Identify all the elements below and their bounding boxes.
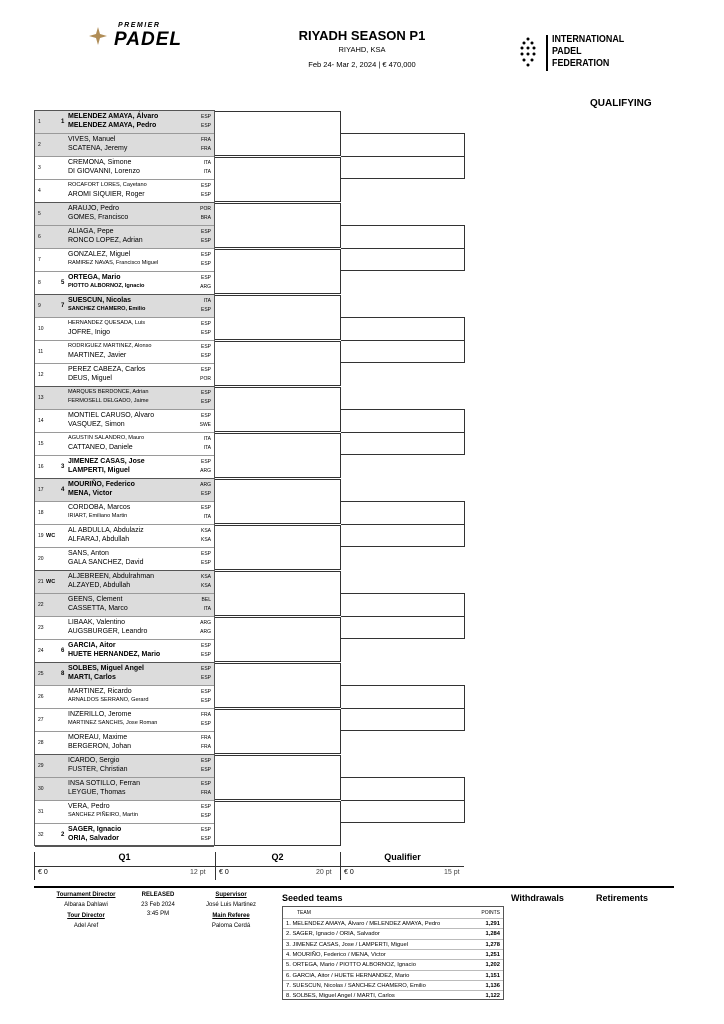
seed-number: 6 — [61, 648, 65, 654]
draw-position: 30 — [38, 786, 44, 792]
released-date: 23 Feb 2024 — [141, 902, 175, 908]
draw-entry-row — [35, 364, 214, 387]
player2-name: MENA, Victor — [68, 490, 113, 497]
draw-position: 8 — [38, 280, 41, 286]
seed-number: 1 — [61, 119, 65, 125]
player2-name: MARTINEZ, Javier — [68, 352, 127, 359]
player2-name: ORIA, Salvador — [68, 835, 119, 842]
player2-nation: ARG — [200, 468, 211, 474]
player1-name: MARTINEZ, Ricardo — [68, 688, 132, 695]
player2-nation: ARG — [200, 284, 211, 290]
footer-divider — [34, 886, 674, 888]
draw-entry-row — [35, 824, 214, 847]
draw-entry-row — [35, 525, 214, 548]
tour-director-label: Tour Director — [67, 913, 105, 919]
player1-name: MONTIEL CARUSO, Alvaro — [68, 412, 155, 419]
player2-nation: ESP — [200, 307, 211, 313]
player1-name: MOURIÑO, Federico — [68, 481, 135, 488]
ipf-line2: PADEL — [552, 45, 582, 57]
player1-nation: FRA — [201, 712, 211, 718]
draw-entry-row — [35, 433, 214, 456]
wildcard-badge: WC — [46, 533, 56, 539]
q1-match-bracket — [215, 111, 341, 156]
player1-name: SANS, Anton — [68, 550, 109, 557]
player1-name: GARCIA, Aitor — [68, 642, 116, 649]
player1-name: PEREZ CABEZA, Carlos — [68, 366, 146, 373]
q1-match-bracket — [215, 341, 341, 386]
ipf-logo — [516, 33, 636, 75]
draw-position: 7 — [38, 257, 41, 263]
player2-nation: ESP — [200, 836, 211, 842]
tournament-director-label: Tournament Director — [56, 892, 116, 898]
player1-nation: ESP — [200, 413, 211, 419]
seeded-team-row — [283, 990, 503, 1001]
player1-nation: ESP — [200, 114, 211, 120]
seed-number: 7 — [61, 303, 65, 309]
player2-name: FERMOSELL DELGADO, Jaime — [68, 398, 149, 404]
player2-nation: ARG — [200, 629, 211, 635]
player2-nation: KSA — [200, 537, 211, 543]
draw-position: 28 — [38, 740, 44, 746]
player2-name: ALZAYED, Abdullah — [68, 582, 131, 589]
tournament-director-name: Albaraa Dahlawi — [64, 902, 108, 908]
player1-nation: ESP — [200, 689, 211, 695]
player2-nation: ESP — [200, 192, 211, 198]
player2-nation: ESP — [200, 123, 211, 129]
player1-name: ORTEGA, Mario — [68, 274, 121, 281]
player1-name: ALIAGA, Pepe — [68, 228, 114, 235]
player1-name: ICARDO, Sergio — [68, 757, 120, 764]
draw-entry-row — [35, 778, 214, 801]
player1-name: CREMONA, Simone — [68, 159, 132, 166]
tournament-title: RIYADH SEASON P1 — [298, 28, 426, 43]
q1-match-bracket — [215, 571, 341, 616]
draw-entry-row — [35, 502, 214, 525]
player2-nation: ESP — [200, 652, 211, 658]
qualifier-line — [341, 616, 465, 617]
tour-director-name: Adel Aref — [73, 923, 99, 929]
player2-nation: SWE — [199, 422, 211, 428]
supervisor-name: José Luis Martinez — [205, 902, 257, 908]
seeded-col-points: POINTS — [481, 910, 500, 916]
premier-padel-logo — [86, 22, 196, 52]
player2-name: ALFARAJ, Abdullah — [68, 536, 130, 543]
player1-name: ARAUJO, Pedro — [68, 205, 119, 212]
qualifier-line — [341, 248, 465, 249]
section-title: QUALIFYING — [590, 98, 652, 109]
draw-entry-row — [35, 709, 214, 732]
draw-entry-row — [35, 479, 214, 502]
qualifier-line — [341, 432, 465, 433]
player1-name: SUESCUN, Nicolas — [68, 297, 132, 304]
main-referee-name: Paloma Cerdá — [211, 923, 251, 929]
player2-name: SANCHEZ PIÑEIRO, Martin — [68, 812, 138, 818]
player2-name: GOMES, Francisco — [68, 214, 129, 221]
player1-nation: BEL — [201, 597, 211, 603]
player1-nation: FRA — [201, 735, 211, 741]
retirements-title: Retirements — [596, 893, 649, 903]
round-q1-header: Q1 — [118, 852, 131, 862]
player2-nation: ESP — [200, 330, 211, 336]
player2-name: SCATENA, Jeremy — [68, 145, 128, 152]
player1-nation: ESP — [200, 643, 211, 649]
player1-nation: POR — [200, 206, 211, 212]
seeded-teams-table — [282, 906, 504, 1000]
logo-padel-text: PADEL — [114, 29, 182, 50]
seeded-team-points: 1,122 — [485, 993, 500, 1000]
player1-nation: ESP — [200, 321, 211, 327]
player1-name: AL ABDULLA, Abdulaziz — [68, 527, 144, 534]
player1-name: JIMENEZ CASAS, Jose — [68, 458, 145, 465]
qualifier-line — [341, 524, 465, 525]
seeded-team-name: 2. SAGER, Ignacio / ORIA, Salvador — [286, 931, 380, 938]
player2-nation: ESP — [200, 399, 211, 405]
seeded-team-points: 1,284 — [485, 931, 500, 938]
player1-nation: KSA — [200, 574, 211, 580]
draw-position: 6 — [38, 234, 41, 240]
seeded-team-points: 1,136 — [485, 982, 500, 989]
player2-name: DEUS, Miguel — [68, 375, 112, 382]
draw-entry-row — [35, 226, 214, 249]
player1-nation: ESP — [200, 390, 211, 396]
player1-nation: ESP — [200, 804, 211, 810]
player1-nation: ARG — [200, 620, 211, 626]
ipf-logo-text — [552, 33, 624, 69]
player2-nation: ESP — [200, 698, 211, 704]
player2-name: IRIART, Emiliano Martin — [68, 513, 128, 519]
player2-name: MARTINEZ SANCHIS, Jose Roman — [68, 720, 158, 726]
released-label: RELEASED — [141, 892, 175, 898]
draw-position: 22 — [38, 602, 44, 608]
player1-nation: ESP — [200, 551, 211, 557]
player1-nation: FRA — [201, 137, 211, 143]
player1-name: AGUSTIN SALANDRO, Mauro — [68, 435, 145, 441]
draw-entry-row — [35, 157, 214, 180]
round-sep — [340, 852, 341, 880]
q1-match-bracket — [215, 617, 341, 662]
player1-nation: ESP — [200, 666, 211, 672]
draw-position: 1 — [38, 119, 41, 125]
padel-logo-icon — [86, 26, 110, 48]
player2-nation: KSA — [200, 583, 211, 589]
seed-number: 2 — [61, 832, 65, 838]
player2-name: LAMPERTI, Miguel — [68, 467, 130, 474]
qualifier-points: 15 pt — [444, 869, 460, 876]
player2-nation: ESP — [200, 675, 211, 681]
q1-match-bracket — [215, 249, 341, 294]
draw-entry-row — [35, 571, 214, 594]
player1-nation: ESP — [200, 275, 211, 281]
seeded-team-name: 1. MELENDEZ AMAYA, Álvaro / MELENDEZ AMAYA, Pedro — [286, 921, 441, 927]
player2-name: SANCHEZ CHAMERO, Emilio — [68, 306, 146, 312]
player1-nation: ITA — [203, 436, 211, 442]
player2-nation: ESP — [200, 353, 211, 359]
q1-match-bracket — [215, 525, 341, 570]
draw-entry-row — [35, 617, 214, 640]
q1-match-bracket — [215, 295, 341, 340]
draw-position: 3 — [38, 165, 41, 171]
seeded-team-points: 1,151 — [485, 972, 500, 979]
player1-name: HERNANDEZ QUESADA, Luis — [68, 320, 146, 326]
player1-name: SAGER, Ignacio — [68, 826, 122, 833]
player1-nation: ESP — [200, 183, 211, 189]
draw-position: 27 — [38, 717, 44, 723]
ipf-divider — [546, 35, 548, 71]
player2-nation: ITA — [203, 445, 211, 451]
draw-position: 18 — [38, 510, 44, 516]
player1-name: MARQUES BERDONCE, Adrian — [68, 389, 149, 395]
tournament-title-block — [262, 28, 462, 69]
draw-entry-row — [35, 134, 214, 157]
qualifier-line — [341, 340, 465, 341]
player2-name: VASQUEZ, Simon — [68, 421, 125, 428]
seed-number: 5 — [61, 280, 65, 286]
player1-nation: ESP — [200, 252, 211, 258]
player1-nation: ESP — [200, 758, 211, 764]
draw-position: 15 — [38, 441, 44, 447]
seeded-col-team: TEAM — [297, 910, 311, 916]
draw-position: 17 — [38, 487, 44, 493]
round-qualifier-header: Qualifier — [384, 852, 421, 862]
player1-name: LIBAAK, Valentino — [68, 619, 126, 626]
wildcard-badge: WC — [46, 579, 56, 585]
player1-nation: ITA — [203, 160, 211, 166]
round-q2-header: Q2 — [271, 852, 284, 862]
player1-name: ALJEBREEN, Abdulrahman — [68, 573, 154, 580]
player2-name: CASSETTA, Marco — [68, 605, 128, 612]
player1-name: VIVES, Manuel — [68, 136, 116, 143]
draw-entry-row — [35, 387, 214, 410]
player2-name: JOFRE, Inigo — [68, 329, 111, 336]
draw-entries — [34, 110, 215, 846]
q1-points: 12 pt — [190, 869, 206, 876]
player2-name: LEYGUE, Thomas — [68, 789, 126, 796]
seeded-team-points: 1,278 — [485, 941, 500, 948]
round-sep — [34, 852, 35, 880]
draw-entry-row — [35, 410, 214, 433]
ipf-line1: INTERNATIONAL — [552, 33, 625, 45]
player2-nation: ESP — [200, 813, 211, 819]
logo-premier-text: PREMIER — [118, 22, 161, 29]
draw-entry-row — [35, 686, 214, 709]
seed-number: 4 — [61, 487, 65, 493]
player2-name: RAMIREZ NAVAS, Francisco Miguel — [68, 260, 159, 266]
draw-position: 5 — [38, 211, 41, 217]
seeded-teams-title: Seeded teams — [282, 893, 343, 903]
seeded-team-name: 5. ORTEGA, Mario / PIOTTO ALBORNOZ, Ignacio — [286, 962, 416, 969]
tournament-dates-prize: Feb 24- Mar 2, 2024 | € 470,000 — [308, 60, 416, 69]
draw-position: 31 — [38, 809, 44, 815]
draw-position: 29 — [38, 763, 44, 769]
draw-entry-row — [35, 272, 214, 295]
player2-nation: FRA — [201, 146, 211, 152]
seeded-team-name: 4. MOURIÑO, Federico / MENA, Victor — [286, 951, 386, 958]
rounds-divider — [34, 866, 464, 867]
qualifier-line — [341, 156, 465, 157]
draw-position: 12 — [38, 372, 44, 378]
player2-name: ARNALDOS SERRANO, Gerard — [68, 697, 149, 703]
player2-name: CATTANEO, Daniele — [68, 444, 133, 451]
player1-nation: ESP — [200, 229, 211, 235]
q1-match-bracket — [215, 387, 341, 432]
draw-position: 20 — [38, 556, 44, 562]
qualifier-line — [341, 708, 465, 709]
player2-name: DI GIOVANNI, Lorenzo — [68, 168, 140, 175]
seeded-team-points: 1,202 — [485, 962, 500, 969]
player2-nation: FRA — [201, 790, 211, 796]
player2-name: BERGERON, Johan — [68, 743, 132, 750]
player2-nation: ESP — [200, 767, 211, 773]
draw-entry-row — [35, 663, 214, 686]
ipf-line3: FEDERATION — [552, 57, 610, 69]
player1-name: VERA, Pedro — [68, 803, 110, 810]
draw-position: 21 — [38, 579, 44, 585]
player2-nation: FRA — [201, 744, 211, 750]
player1-nation: ESP — [200, 344, 211, 350]
supervisor-label: Supervisor — [215, 892, 247, 898]
draw-entry-row — [35, 249, 214, 272]
q1-match-bracket — [215, 157, 341, 202]
draw-entry-row — [35, 801, 214, 824]
player1-name: INZERILLO, Jerome — [68, 711, 132, 718]
ipf-ball-icon — [516, 33, 542, 73]
player1-nation: KSA — [200, 528, 211, 534]
draw-position: 19 — [38, 533, 44, 539]
player1-nation: ESP — [200, 827, 211, 833]
player2-nation: POR — [200, 376, 211, 382]
seeded-team-name: 3. JIMENEZ CASAS, Jose / LAMPERTI, Miguel — [286, 941, 408, 948]
player2-name: PIOTTO ALBORNOZ, Ignacio — [68, 283, 145, 289]
player2-name: GALA SANCHEZ, David — [68, 559, 144, 566]
draw-entry-row — [35, 203, 214, 226]
seeded-team-points: 1,291 — [485, 921, 500, 927]
q1-match-bracket — [215, 663, 341, 708]
draw-position: 16 — [38, 464, 44, 470]
player2-nation: ESP — [200, 721, 211, 727]
player2-nation: ESP — [200, 491, 211, 497]
player1-name: MOREAU, Maxime — [68, 734, 128, 741]
q1-prize: € 0 — [38, 869, 48, 876]
qualifier-prize: € 0 — [344, 869, 354, 876]
q1-match-bracket — [215, 801, 341, 846]
draw-position: 14 — [38, 418, 44, 424]
player1-nation: ARG — [200, 482, 211, 488]
draw-position: 9 — [38, 303, 41, 309]
q2-prize: € 0 — [219, 869, 229, 876]
player1-name: CORDOBA, Marcos — [68, 504, 131, 511]
draw-position: 23 — [38, 625, 44, 631]
player1-nation: ESP — [200, 459, 211, 465]
q1-match-bracket — [215, 755, 341, 800]
draw-entry-row — [35, 732, 214, 755]
withdrawals-title: Withdrawals — [511, 893, 564, 903]
player2-name: MARTI, Carlos — [68, 674, 116, 681]
draw-entry-row — [35, 456, 214, 479]
draw-entry-row — [35, 180, 214, 203]
draw-position: 4 — [38, 188, 41, 194]
qualifier-line — [341, 800, 465, 801]
player2-nation: ESP — [200, 560, 211, 566]
q1-match-bracket — [215, 203, 341, 248]
seeded-team-name: 6. GARCIA, Aitor / HUETE HERNANDEZ, Mario — [286, 972, 410, 979]
player1-nation: ESP — [200, 781, 211, 787]
q1-match-bracket — [215, 709, 341, 754]
player1-name: MELENDEZ AMAYA, Álvaro — [68, 113, 159, 120]
player2-name: HUETE HERNANDEZ, Mario — [68, 651, 161, 658]
player2-name: MELENDEZ AMAYA, Pedro — [68, 122, 157, 129]
player1-nation: ESP — [200, 505, 211, 511]
round-sep — [215, 852, 216, 880]
player2-nation: ESP — [200, 238, 211, 244]
draw-position: 25 — [38, 671, 44, 677]
seed-number: 3 — [61, 464, 65, 470]
draw-entry-row — [35, 755, 214, 778]
draw-position: 2 — [38, 142, 41, 148]
player2-nation: ITA — [203, 169, 211, 175]
draw-entry-row — [35, 295, 214, 318]
player2-nation: ITA — [203, 606, 211, 612]
player1-name: ROCAFORT LORES, Cayetano — [68, 182, 147, 188]
released-time: 3:45 PM — [146, 911, 170, 917]
player1-name: GONZALEZ, Miguel — [68, 251, 131, 258]
player1-name: GEENS, Clement — [68, 596, 123, 603]
player2-name: AROMI SIQUIER, Roger — [68, 191, 145, 198]
player1-name: RODRIGUEZ MARTINEZ, Alonso — [68, 343, 152, 349]
seeded-team-name: 8. SOLBES, Miguel Angel / MARTI, Carlos — [286, 993, 395, 1000]
draw-entry-row — [35, 111, 214, 134]
player2-name: RONCO LOPEZ, Adrian — [68, 237, 143, 244]
draw-position: 26 — [38, 694, 44, 700]
draw-entry-row — [35, 594, 214, 617]
player1-nation: ESP — [200, 367, 211, 373]
player1-name: INSA SOTILLO, Ferran — [68, 780, 140, 787]
player1-nation: ITA — [203, 298, 211, 304]
player2-name: FUSTER, Christian — [68, 766, 128, 773]
draw-position: 32 — [38, 832, 44, 838]
draw-entry-row — [35, 548, 214, 571]
q2-points: 20 pt — [316, 869, 332, 876]
player2-nation: ITA — [203, 514, 211, 520]
tournament-location: RIYAHD, KSA — [338, 45, 386, 54]
player2-nation: BRA — [200, 215, 211, 221]
draw-entry-row — [35, 341, 214, 364]
player2-nation: ESP — [200, 261, 211, 267]
seeded-team-name: 7. SUESCUN, Nicolas / SANCHEZ CHAMERO, Emilio — [286, 982, 426, 989]
q1-match-bracket — [215, 479, 341, 524]
draw-entry-row — [35, 318, 214, 341]
draw-entry-row — [35, 640, 214, 663]
player1-name: SOLBES, Miguel Angel — [68, 665, 144, 672]
seeded-team-points: 1,251 — [485, 951, 500, 958]
draw-position: 24 — [38, 648, 44, 654]
draw-position: 10 — [38, 326, 44, 332]
q1-match-bracket — [215, 433, 341, 478]
seed-number: 8 — [61, 671, 65, 677]
main-referee-label: Main Referee — [212, 913, 250, 919]
draw-position: 13 — [38, 395, 44, 401]
draw-position: 11 — [38, 349, 44, 355]
player2-name: AUGSBURGER, Leandro — [68, 628, 148, 635]
